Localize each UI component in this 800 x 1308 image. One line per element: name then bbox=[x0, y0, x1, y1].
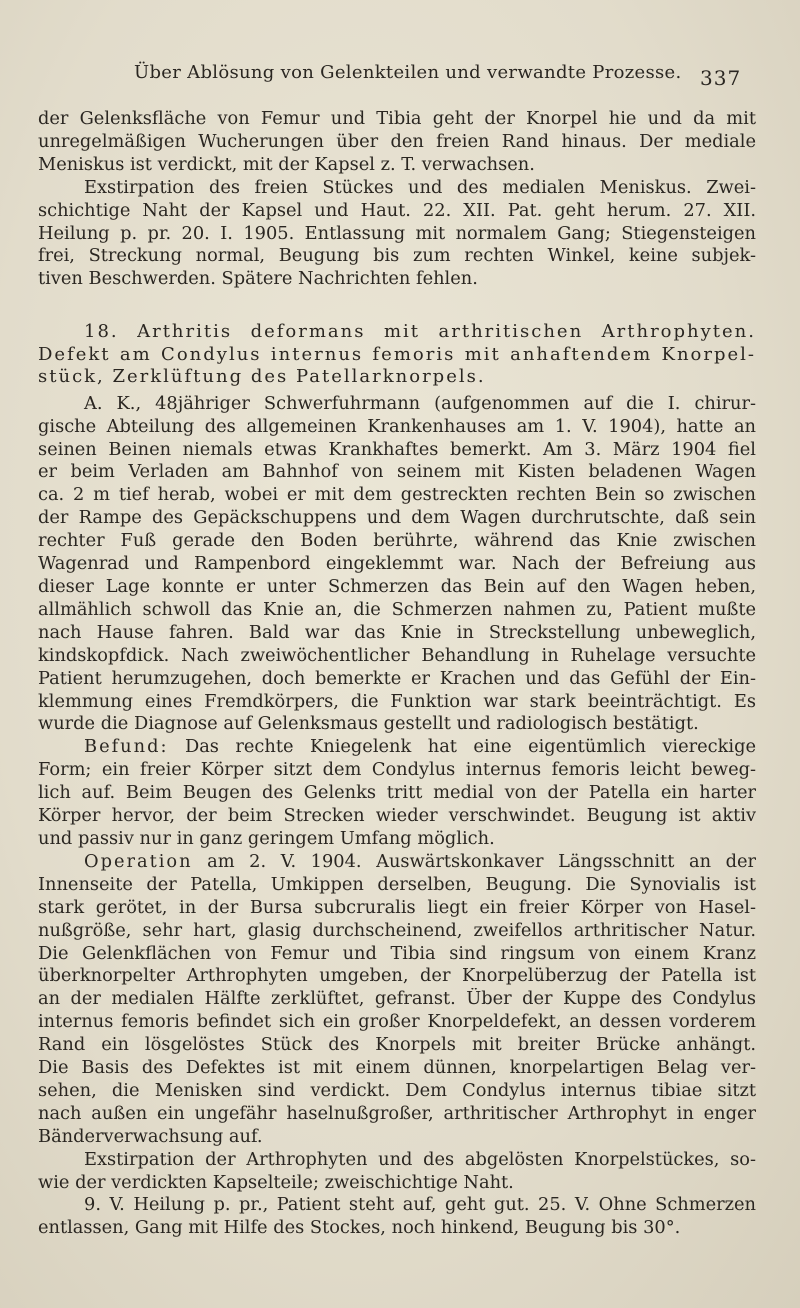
page-body bbox=[38, 108, 756, 1240]
text-line: überknorpelter Arthrophyten umgeben, der Knorpelüberzug der Patella ist bbox=[38, 965, 756, 987]
text-line: Die Gelenkflächen von Femur und Tibia sind ringsum von einem Kranz bbox=[38, 942, 756, 964]
text-line: Exstirpation des freien Stückes und des medialen Meniskus. Zwei- bbox=[84, 176, 756, 198]
text-line: der Rampe des Gepäckschuppens und dem Wagen durchrutschte, daß sein bbox=[38, 507, 756, 529]
heading-line: 18. Arthritis deformans mit arthritischen Arthrophyten. bbox=[84, 321, 756, 343]
paragraph-operation bbox=[38, 851, 756, 1149]
text-line: Wagenrad und Rampenbord eingeklemmt war. Nach der Befreiung aus bbox=[38, 553, 756, 575]
text-line: ca. 2 m tief herab, wobei er mit dem gestreckten rechten Bein so zwischen bbox=[38, 484, 756, 506]
paragraph-3 bbox=[38, 393, 756, 737]
text-line: Die Basis des Defektes ist mit einem dünnen, knorpelartigen Belag ver- bbox=[38, 1057, 756, 1079]
text-line: Körper hervor, der beim Strecken wieder verschwindet. Beugung ist aktiv bbox=[38, 805, 756, 827]
text-line: internus femoris befindet sich ein großer Knorpeldefekt, an dessen vorderem bbox=[38, 1011, 756, 1033]
text-line: Innenseite der Patella, Umkippen derselben, Beugung. Die Synovialis ist bbox=[38, 873, 756, 895]
paragraph-7 bbox=[38, 1194, 756, 1240]
text-line: schichtige Naht der Kapsel und Haut. 22. XII. Pat. geht herum. 27. XII. bbox=[38, 199, 756, 221]
text-line: allmählich schwoll das Knie an, die Schmerzen nahmen zu, Patient mußte bbox=[38, 598, 756, 620]
running-title: Über Ablösung von Gelenkteilen und verwandte Prozesse. bbox=[134, 62, 682, 83]
page-number: 337 bbox=[700, 66, 742, 90]
text-line: dieser Lage konnte er unter Schmerzen das Bein auf den Wagen heben, bbox=[38, 576, 756, 597]
text-line: wurde die Diagnose auf Gelenksmaus gestellt und radiologisch bestätigt. bbox=[38, 713, 699, 735]
text-line: nach Hause fahren. Bald war das Knie in Streckstellung unbeweglich, bbox=[38, 621, 756, 643]
text-line: sehen, die Menisken sind verdickt. Dem Condylus internus tibiae sitzt bbox=[38, 1079, 756, 1101]
text-line: lich auf. Beim Beugen des Gelenks tritt medial von der Patella ein harter bbox=[38, 782, 756, 804]
text-line: Heilung p. pr. 20. I. 1905. Entlassung mit normalem Gang; Stiegensteigen bbox=[38, 222, 756, 244]
text-line: tiven Beschwerden. Spätere Nachrichten fehlen. bbox=[38, 268, 478, 290]
text-line: er beim Verladen am Bahnhof von seinem mit Kisten beladenen Wagen bbox=[38, 461, 756, 483]
text-line: unregelmäßigen Wucherungen über den freien Rand hinaus. Der mediale bbox=[38, 130, 756, 152]
text-line: nußgröße, sehr hart, glasig durchscheinend, zweifellos arthritischer Natur. bbox=[38, 919, 756, 941]
heading-line: stück, Zerklüftung des Patellarknorpels. bbox=[38, 366, 486, 388]
text-line: Exstirpation der Arthrophyten und des abgelösten Knorpelstückes, so- bbox=[84, 1148, 756, 1170]
text-line: stark gerötet, in der Bursa subcruralis liegt ein freier Körper von Hasel- bbox=[38, 896, 756, 918]
text-line: 9. V. Heilung p. pr., Patient steht auf, geht gut. 25. V. Ohne Schmerzen bbox=[84, 1194, 756, 1216]
heading-line: Defekt am Condylus internus femoris mit anhaftendem Knorpel- bbox=[38, 343, 756, 365]
paragraph-1 bbox=[38, 108, 756, 177]
text-line bbox=[38, 736, 756, 759]
text-fragment: am 2. V. 1904. Auswärtskonkaver Längsschnitt an der bbox=[207, 850, 756, 872]
text-line: und passiv nur in ganz geringem Umfang möglich. bbox=[38, 827, 495, 849]
text-line: rechter Fuß gerade den Boden berührte, während das Knie zwischen bbox=[38, 530, 756, 552]
text-line: frei, Streckung normal, Beugung bis zum rechten Winkel, keine subjek- bbox=[38, 245, 756, 267]
text-line: an der medialen Hälfte zerklüftet, gefranst. Über der Kuppe des Condylus bbox=[38, 988, 756, 1010]
text-line: entlassen, Gang mit Hilfe des Stockes, noch hinkend, Beugung bis 30°. bbox=[38, 1217, 681, 1239]
findings-label: Befund: bbox=[84, 736, 169, 758]
text-line: wie der verdickten Kapselteile; zweischichtige Naht. bbox=[38, 1171, 514, 1193]
case-heading bbox=[38, 321, 756, 389]
text-line: gische Abteilung des allgemeinen Krankenhauses am 1. V. 1904), hatte an bbox=[38, 415, 756, 437]
text-line: kindskopfdick. Nach zweiwöchentlicher Behandlung in Ruhelage versuchte bbox=[38, 644, 756, 666]
text-line: nach außen ein ungefähr haselnußgroßer, arthritischer Arthrophyt in enger bbox=[38, 1102, 756, 1124]
text-line bbox=[38, 851, 756, 874]
paragraph-2 bbox=[38, 177, 756, 292]
paragraph-findings bbox=[38, 736, 756, 851]
text-fragment: Das rechte Kniegelenk hat eine eigentümlich viereckige bbox=[184, 736, 756, 758]
text-line: A. K., 48jähriger Schwerfuhrmann (aufgenommen auf die I. chirur- bbox=[84, 392, 756, 414]
text-line: Meniskus ist verdickt, mit der Kapsel z. T. verwachsen. bbox=[38, 153, 535, 175]
text-line: Bänderverwachsung auf. bbox=[38, 1125, 263, 1147]
text-line: klemmung eines Fremdkörpers, die Funktion war stark beeinträchtigt. Es bbox=[38, 690, 756, 712]
text-line: Rand ein lösgelöstes Stück des Knorpels mit breiter Brücke anhängt. bbox=[38, 1034, 756, 1056]
paragraph-6 bbox=[38, 1149, 756, 1195]
page-header bbox=[0, 62, 800, 92]
text-line: seinen Beinen niemals etwas Krankhaftes bemerkt. Am 3. März 1904 fiel bbox=[38, 438, 756, 460]
text-line: Form; ein freier Körper sitzt dem Condylus internus femoris leicht beweg- bbox=[38, 759, 756, 781]
text-line: Patient herumzugehen, doch bemerkte er Krachen und das Gefühl der Ein- bbox=[38, 667, 756, 689]
text-line: der Gelenksfläche von Femur und Tibia geht der Knorpel hie und da mit bbox=[38, 108, 756, 129]
operation-label: Operation bbox=[84, 850, 193, 872]
